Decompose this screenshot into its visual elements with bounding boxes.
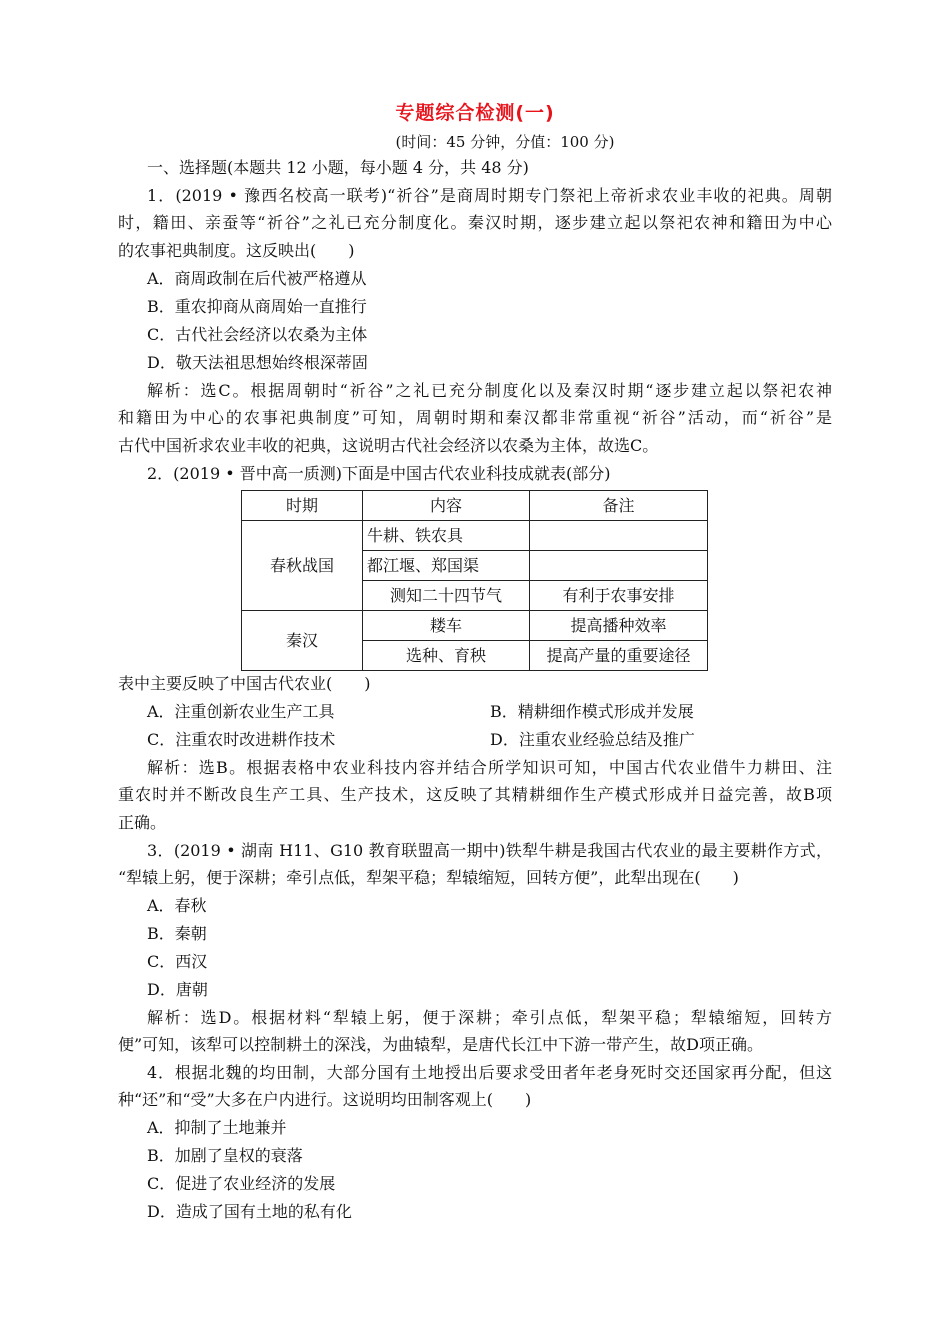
- q1-option-b: B．重农抑商从商周始一直推行: [147, 297, 367, 316]
- q2-stem: 2．(2019 • 晋中高一质测)下面是中国古代农业科技成就表(部分): [147, 464, 611, 483]
- q1-option-c: C．古代社会经济以农桑为主体: [147, 325, 368, 344]
- table-note-cell: 提高产量的重要途径: [530, 641, 708, 671]
- q2-analysis-line: 正确。: [118, 813, 167, 832]
- agriculture-achievements-table: [241, 490, 708, 671]
- section-heading: 一、选择题(本题共 12 小题，每小题 4 分，共 48 分): [147, 158, 529, 177]
- exam-time-score: (时间：45 分钟，分值：100 分): [395, 133, 615, 151]
- table-row: [242, 521, 708, 551]
- table-note-cell: 提高播种效率: [530, 611, 708, 641]
- q2-option-a: A．注重创新农业生产工具: [147, 702, 335, 721]
- table-header-cell: 时期: [242, 491, 363, 521]
- table-note-cell: [530, 521, 708, 551]
- q3-option-d: D．唐朝: [147, 980, 208, 999]
- q3-stem-line: “犁辕上躬，便于深耕；牵引点低，犁架平稳；犁辕缩短，回转方便”，此犁出现在( ): [118, 868, 739, 887]
- table-period-cell: 春秋战国: [242, 521, 363, 611]
- table-header-cell: 内容: [363, 491, 530, 521]
- q3-analysis-line: 解析：选D。根据材料“犁辕上躬，便于深耕；牵引点低，犁架平稳；犁辕缩短，回转方: [147, 1008, 832, 1027]
- q2-analysis-line: 重农时并不断改良生产工具、生产技术，这反映了其精耕细作生产模式形成并日益完善，故B项: [118, 785, 832, 804]
- table-row: [242, 611, 708, 641]
- q3-option-c: C．西汉: [147, 952, 208, 971]
- table-content-cell: 耧车: [363, 611, 530, 641]
- q2-option-d: D．注重农业经验总结及推广: [490, 730, 695, 749]
- q4-option-d: D．造成了国有土地的私有化: [147, 1202, 352, 1221]
- q4-option-a: A．抑制了土地兼并: [147, 1118, 287, 1137]
- q3-stem-line: 3．(2019 • 湖南 H11、G10 教育联盟高一期中)铁犁牛耕是我国古代农业的最主要耕作方式，: [147, 841, 832, 860]
- table-content-cell: 都江堰、郑国渠: [363, 551, 530, 581]
- q1-option-a: A．商周政制在后代被严格遵从: [147, 269, 367, 288]
- table-note-cell: 有利于农事安排: [530, 581, 708, 611]
- q3-option-a: A．春秋: [147, 896, 207, 915]
- q1-analysis-line: 古代中国祈求农业丰收的祀典，这说明古代社会经济以农桑为主体，故选C。: [118, 436, 659, 455]
- table-content-cell: 测知二十四节气: [363, 581, 530, 611]
- q4-option-b: B．加剧了皇权的衰落: [147, 1146, 303, 1165]
- q3-analysis-line: 便”可知，该犁可以控制耕土的深浅，为曲辕犁，是唐代长江中下游一带产生，故D项正确。: [118, 1035, 764, 1054]
- table-header-row: [242, 491, 708, 521]
- table-content-cell: 选种、育秧: [363, 641, 530, 671]
- q2-analysis-line: 解析：选B。根据表格中农业科技内容并结合所学知识可知，中国古代农业借牛力耕田、注: [147, 758, 832, 777]
- q3-option-b: B．秦朝: [147, 924, 207, 943]
- table-header-cell: 备注: [530, 491, 708, 521]
- q1-analysis-line: 解析：选C。根据周朝时“祈谷”之礼已充分制度化以及秦汉时期“逐步建立起以祭祀农神: [147, 381, 832, 400]
- q4-option-c: C．促进了农业经济的发展: [147, 1174, 336, 1193]
- table-period-cell: 秦汉: [242, 611, 363, 671]
- q4-stem-line: 种“还”和“受”大多在户内进行。这说明均田制客观上( ): [118, 1090, 532, 1109]
- table-content-cell: 牛耕、铁农具: [363, 521, 530, 551]
- q4-stem-line: 4．根据北魏的均田制，大部分国有土地授出后要求受田者年老身死时交还国家再分配，但这: [147, 1063, 832, 1082]
- table-note-cell: [530, 551, 708, 581]
- q2-question: 表中主要反映了中国古代农业( ): [118, 674, 371, 693]
- q1-stem-line: 1．(2019 • 豫西名校高一联考)“祈谷”是商周时期专门祭祀上帝祈求农业丰收的祀典。周朝: [147, 186, 832, 205]
- q1-stem-line: 时，籍田、亲蚕等“祈谷”之礼已充分制度化。秦汉时期，逐步建立起以祭祀农神和籍田为中心: [118, 213, 832, 232]
- q1-analysis-line: 和籍田为中心的农事祀典制度”可知，周朝时期和秦汉都非常重视“祈谷”活动，而“祈谷”是: [118, 408, 832, 427]
- q1-option-d: D．敬天法祖思想始终根深蒂固: [147, 353, 368, 372]
- page-title: 专题综合检测(一): [395, 102, 555, 124]
- q2-option-b: B．精耕细作模式形成并发展: [490, 702, 694, 721]
- q1-stem-line: 的农事祀典制度。这反映出( ): [118, 241, 355, 260]
- q2-option-c: C．注重农时改进耕作技术: [147, 730, 336, 749]
